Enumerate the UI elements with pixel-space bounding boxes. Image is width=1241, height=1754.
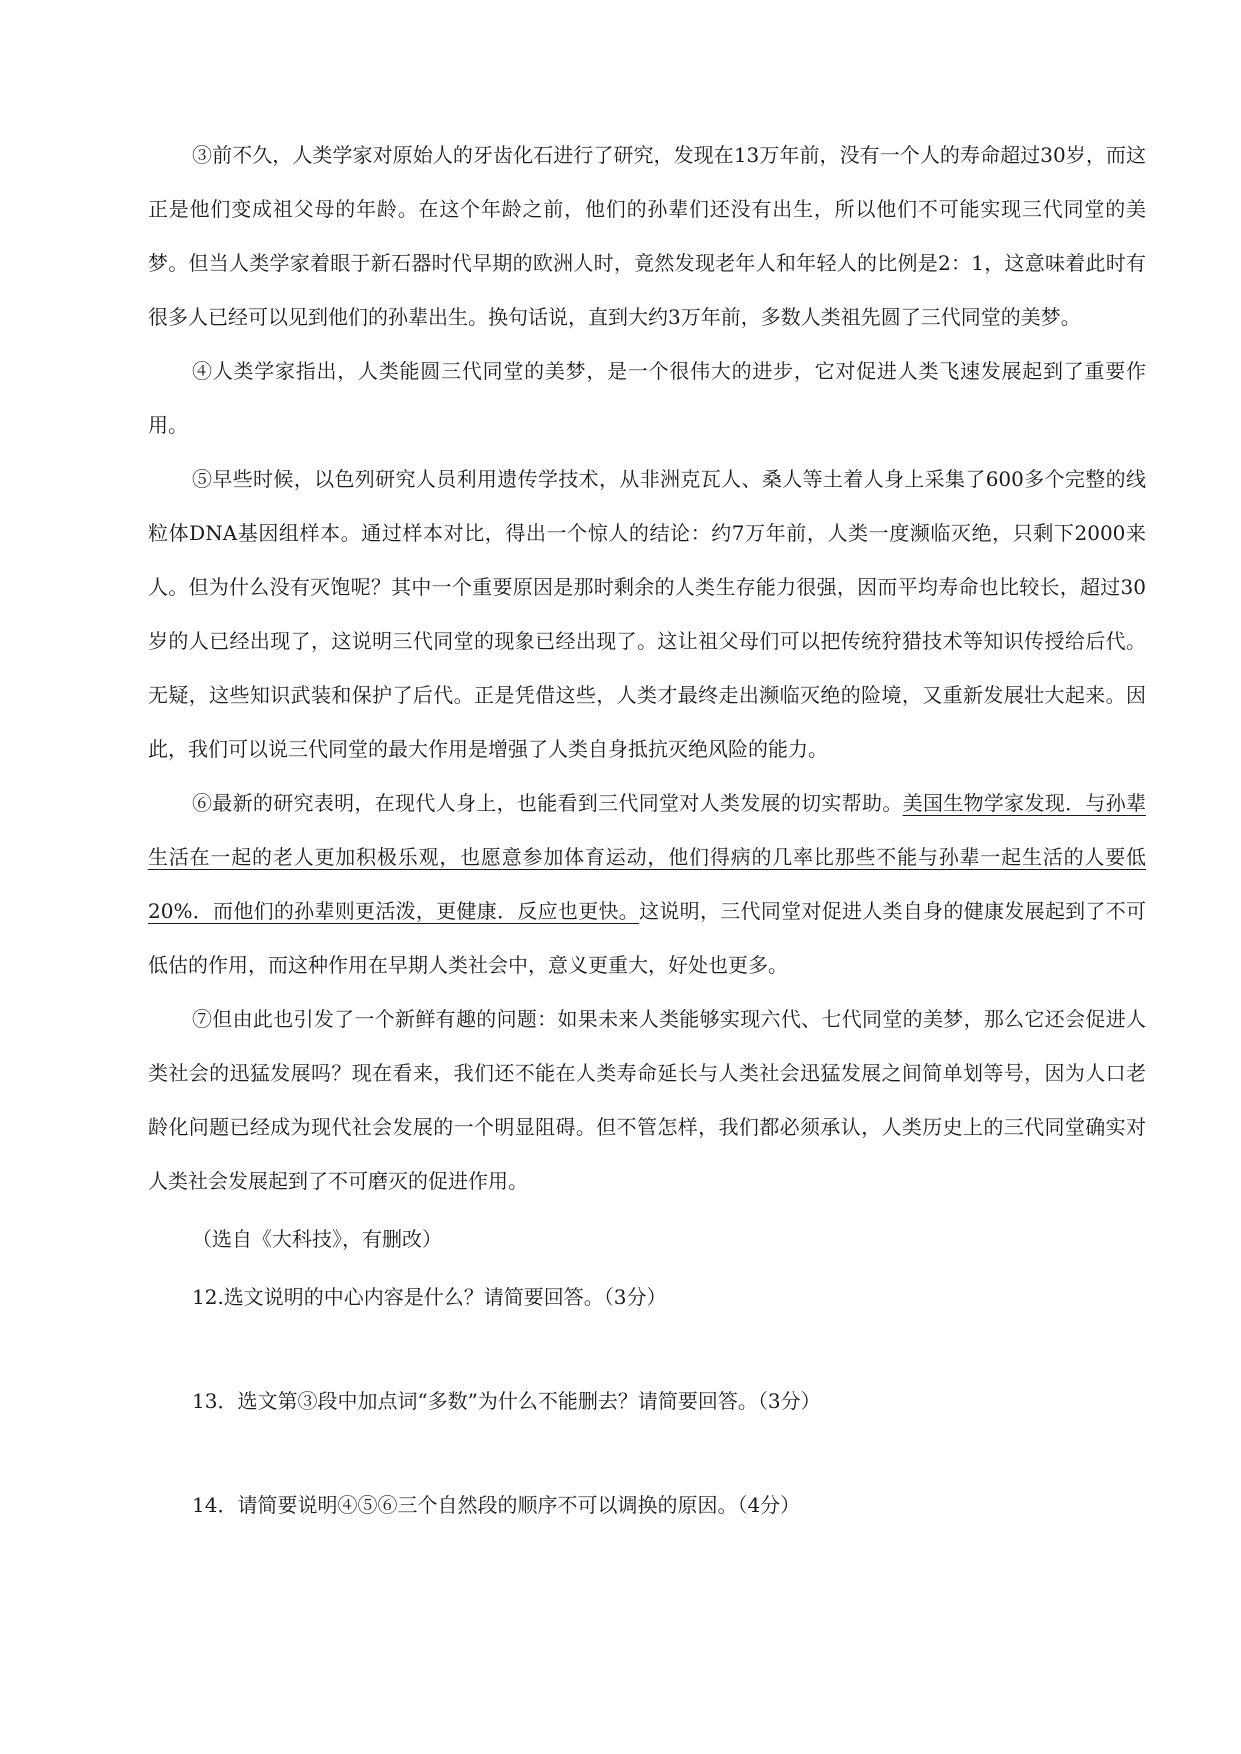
question-13: 13．选文第③段中加点词“多数”为什么不能删去？请简要回答。（3分）: [192, 1389, 821, 1413]
paragraph-3: ③前不久，人类学家对原始人的牙齿化石进行了研究，发现在13万年前，没有一个人的寿命超过30岁，而这正是他们变成祖父母的年龄。在这个年龄之前，他们的孙辈们还没有出生，所以他们不可能实现三代同堂的美梦。但当人类学家着眼于新石器时代早期的欧洲人时，竟然发现老年人和年轻人的比例是2：1，这意味着此时有很多人已经可以见到他们的孙辈出生。换句话说，直到大约3万年前，多数人类祖先圆了三代同堂的美梦。: [148, 143, 1146, 329]
paragraph-6: [148, 776, 1146, 992]
paragraph-7: ⑦但由此也引发了一个新鲜有趣的问题：如果未来人类能够实现六代、七代同堂的美梦，那么它还会促进人类社会的迅猛发展吗？现在看来，我们还不能在人类寿命延长与人类社会迅猛发展之间简单划等号，因为人口老龄化问题已经成为现代社会发展的一个明显阻碍。但不管怎样，我们都必须承认，人类历史上的三代同堂确实对人类社会发展起到了不可磨灭的促进作用。: [148, 1007, 1146, 1193]
paragraph-6-underlined-sentence: 美国生物学家发现．与孙辈生活在一起的老人更加积极乐观，也愿意参加体育运动，他们得病的几率比那些不能与孙辈一起生活的人要低20%．而他们的孙辈则更活泼，更健康．反应也更快。: [148, 791, 1147, 923]
paragraph-6-intro: ⑥最新的研究表明，在现代人身上，也能看到三代同堂对人类发展的切实帮助。: [192, 791, 903, 815]
question-14: 14．请简要说明④⑤⑥三个自然段的顺序不可以调换的原因。（4分）: [192, 1493, 801, 1517]
paragraph-6-conclusion: 这说明，三代同堂对促进人类自身的健康发展起到了不可低估的作用，而这种作用在早期人类社会中，意义更重大，好处也更多。: [148, 899, 1147, 977]
source-citation: （选自《大科技》，有删改）: [192, 1227, 442, 1251]
paragraph-4: ④人类学家指出，人类能圆三代同堂的美梦，是一个很伟大的进步，它对促进人类飞速发展起到了重要作用。: [148, 359, 1146, 437]
exam-page: [148, 128, 1146, 1532]
paragraph-5: ⑤早些时候，以色列研究人员利用遗传学技术，从非洲克瓦人、桑人等土着人身上采集了600多个完整的线粒体DNA基因组样本。通过样本对比，得出一个惊人的结论：约7万年前，人类一度濒临灭绝，只剩下2000来人。但为什么没有灭饱呢？其中一个重要原因是那时剩余的人类生存能力很强，因而平均寿命也比较长，超过30岁的人已经出现了，这说明三代同堂的现象已经出现了。这让祖父母们可以把传统狩猎技术等知识传授给后代。无疑，这些知识武装和保护了后代。正是凭借这些，人类才最终走出濒临灭绝的险境，又重新发展壮大起来。因此，我们可以说三代同堂的最大作用是增强了人类自身抵抗灭绝风险的能力。: [148, 467, 1146, 761]
question-12: 12.选文说明的中心内容是什么？请简要回答。（3分）: [192, 1285, 667, 1309]
